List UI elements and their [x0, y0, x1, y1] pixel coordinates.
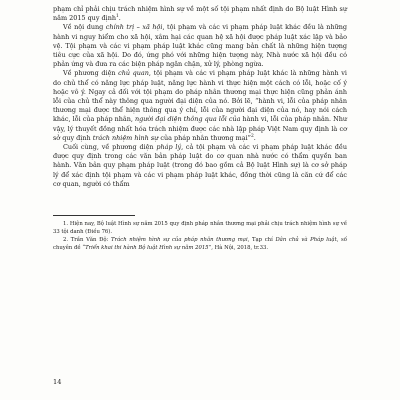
- italic-text: trách nhiệm hình sự: [92, 133, 159, 142]
- text-run: 1. Hiện nay, Bộ luật Hình sự năm 2015 quy định pháp nhân thương mại phải chịu trách nhiệm hình sự về 33 tội danh (Điều 76).: [53, 221, 347, 235]
- body-paragraph: [53, 69, 347, 143]
- text-run: , số chuyên đề “: [53, 237, 348, 251]
- footnote: [53, 237, 347, 252]
- footnotes: [53, 221, 347, 252]
- text-run: 2. Trần Văn Độ:: [63, 237, 112, 244]
- italic-text: Triển khai thi hành Bộ luật Hình sự năm 2015: [85, 244, 209, 251]
- footnote-marker: 1: [116, 14, 119, 20]
- italic-text: chủ quan: [118, 69, 149, 78]
- footnote-separator: [53, 215, 135, 216]
- text-run: phạm chỉ phải chịu trách nhiệm hình sự về một số tội phạm nhất định do Bộ luật Hình sự năm 2015 quy định: [53, 5, 347, 23]
- text-run: Về nội dung: [63, 23, 106, 32]
- italic-text: Trách nhiệm hình sự của pháp nhân thương mại: [111, 237, 248, 244]
- italic-text: pháp lý: [156, 143, 182, 152]
- text-run: .: [253, 133, 256, 142]
- footnote-marker: 2: [250, 133, 254, 139]
- italic-text: Dân chủ và Pháp luật: [275, 237, 337, 244]
- body-paragraph: [53, 23, 347, 69]
- text-run: .: [118, 14, 121, 23]
- italic-text: người đại diện thông qua lỗi của: [135, 115, 241, 124]
- italic-text: chính trị – xã hội: [105, 23, 163, 32]
- text-run: hành vi, lỗi của pháp nhân. Như vậy, lý thuyết đồng nhất hóa trách nhiệm được các nhà lập pháp Việt Nam quy định là cơ sở quy định: [53, 115, 348, 142]
- text-run: , tội phạm và các vi phạm pháp luật khác đều là những hành vi nguy hiểm cho xã hội, xâm hại các quan hệ xã hội được pháp luật xác lập và bảo vệ. Tội phạm và các vi phạm pháp luật khác cũng mang bản chất là những hiện tượng tiêu cực của xã hội. Do đó, ứng phó với những hiện tượng này, Nhà nước xã hội đều có phản ứng và đưa ra các biện pháp ngăn chặn, xử lý, phòng ngừa.: [53, 23, 347, 69]
- text-run: ”, Hà Nội, 2018, tr.33.: [208, 244, 269, 251]
- text-run: , tội phạm và các vi phạm pháp luật khác là những hành vi do chủ thể có năng lực pháp luật, năng lực hành vi thực hiện một cách có lỗi, hoặc cố ý hoặc vô ý. Ngay cả đối với tội phạm do pháp nhân thương mại thực hiện cũng phản ánh lỗi của chủ thể này thông qua người đại diện của nó. Bởi lẽ, “hành vi, lỗi của pháp nhân thương mại được thể hiện thông qua ý chí, lỗi của người đại diện của nó, hay nói cách khác, lỗi của pháp nhân,: [53, 69, 347, 124]
- body-text: [53, 5, 347, 189]
- footnote: [53, 221, 347, 236]
- text-run: Về phương diện: [63, 69, 119, 78]
- text-run: , cả tội phạm và các vi phạm pháp luật khác đều được quy định trong các văn bản pháp luật do cơ quan nhà nước có thẩm quyền ban hành. Văn bản quy phạm pháp luật (trong đó bao gồm cả Bộ luật Hình sự) là cơ sở pháp lý để xác định tội phạm và các vi phạm pháp luật khác, đồng thời cũng là căn cứ để các cơ quan, người có thẩm: [53, 143, 348, 188]
- body-paragraph: [53, 5, 347, 23]
- body-paragraph: [53, 143, 347, 189]
- page-number: 14: [53, 378, 62, 386]
- text-run: Cuối cùng, về phương diện: [63, 143, 157, 152]
- text-run: , Tạp chí: [247, 237, 276, 244]
- text-run: của pháp nhân thương mại”: [158, 133, 251, 142]
